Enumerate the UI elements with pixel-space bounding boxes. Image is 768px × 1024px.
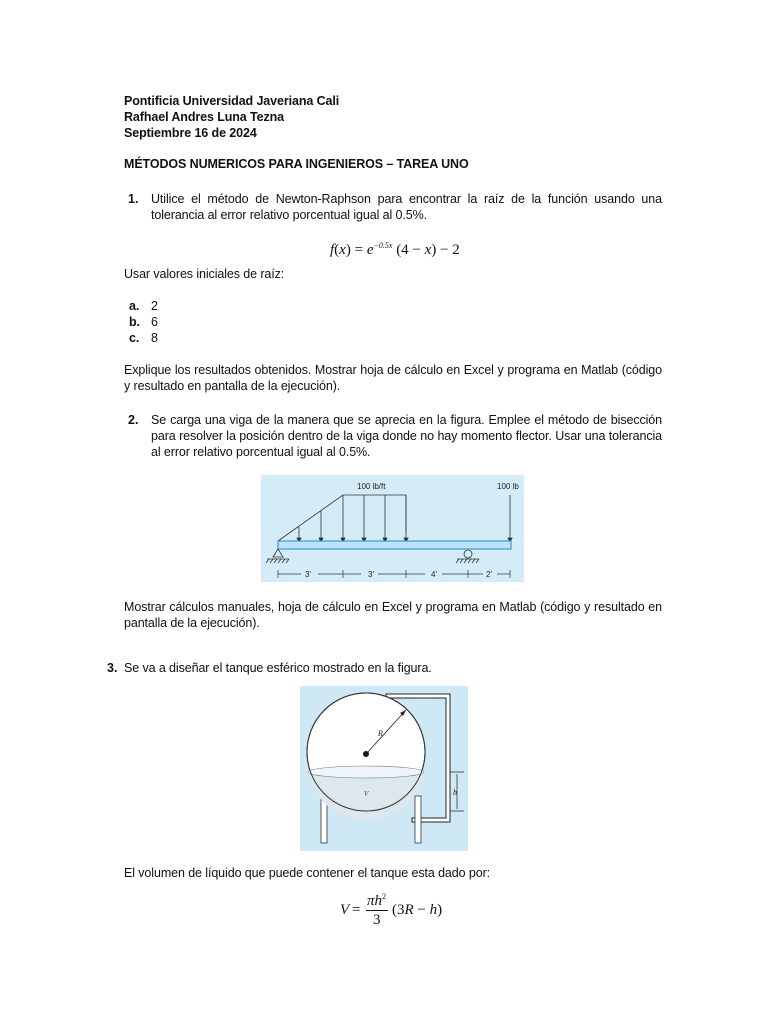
dimension-label: 2' <box>486 570 492 579</box>
q2-after-text: Mostrar cálculos manuales, hoja de cálculo en Excel y programa en Matlab (código y resultado en pantalla de la ejecución). <box>124 600 662 630</box>
liquid-surface <box>308 766 424 778</box>
beam-figure <box>261 475 524 582</box>
q2-text: Se carga una viga de la manera que se aprecia en la figura. Emplee el método de bisección para resolver la posición dentro de la viga donde no hay momento flector. Usar una tolerancia al error relativo porcentual igual al 0.5%. <box>151 413 662 459</box>
q1-option-value: 6 <box>151 315 158 329</box>
dimension-label: 3' <box>305 570 311 579</box>
q1-option-value: 2 <box>151 299 158 313</box>
dimension-label: 4' <box>431 570 437 579</box>
q3-text: Se va a diseñar el tanque esférico mostrado en la figura. <box>124 661 432 675</box>
q1-option-value: 8 <box>151 331 158 345</box>
volume-equation: V = $\pi h^2$ 3 (3R − h) <box>340 892 443 928</box>
q1-option-label: a. <box>129 299 140 313</box>
q1-text: Utilice el método de Newton-Raphson para encontrar la raíz de la función usando una tolerancia al error relativo porcentual igual al 0.5%. <box>151 192 662 222</box>
q1-equation: $f(x) = e^{-0.5x}$ (4 − x) − 2 <box>330 241 460 258</box>
q1-initial-label: Usar valores iniciales de raíz: <box>124 267 285 281</box>
distributed-load-label: 100 lb/ft <box>357 482 386 491</box>
author-name: Rafhael Andres Luna Tezna <box>124 110 285 124</box>
beam <box>278 541 511 549</box>
document-date: Septiembre 16 de 2024 <box>124 126 257 140</box>
q1-number: 1. <box>128 192 139 206</box>
dimension-label: 3' <box>368 570 374 579</box>
tank-figure <box>300 686 468 851</box>
q1-option-label: c. <box>129 331 140 345</box>
q3-number: 3. <box>107 661 118 675</box>
beam-figure-background <box>261 475 524 582</box>
volume-label: V <box>364 790 369 798</box>
radius-label: R <box>378 729 383 738</box>
tank-leg <box>415 796 421 843</box>
volume-text: El volumen de líquido que puede contener el tanque esta dado por: <box>124 866 490 880</box>
q1-explain: Explique los resultados obtenidos. Mostrar hoja de cálculo en Excel y programa en Matlab (código y resultado en pantalla de la ejecución). <box>124 363 662 393</box>
university-name: Pontificia Universidad Javeriana Cali <box>124 94 340 108</box>
q2-number: 2. <box>128 413 139 427</box>
q1-option-label: b. <box>129 315 140 329</box>
document-title: MÉTODOS NUMERICOS PARA INGENIEROS – TAREA UNO <box>124 157 469 171</box>
height-label: h <box>453 788 457 797</box>
point-load-label: 100 lb <box>497 482 519 491</box>
